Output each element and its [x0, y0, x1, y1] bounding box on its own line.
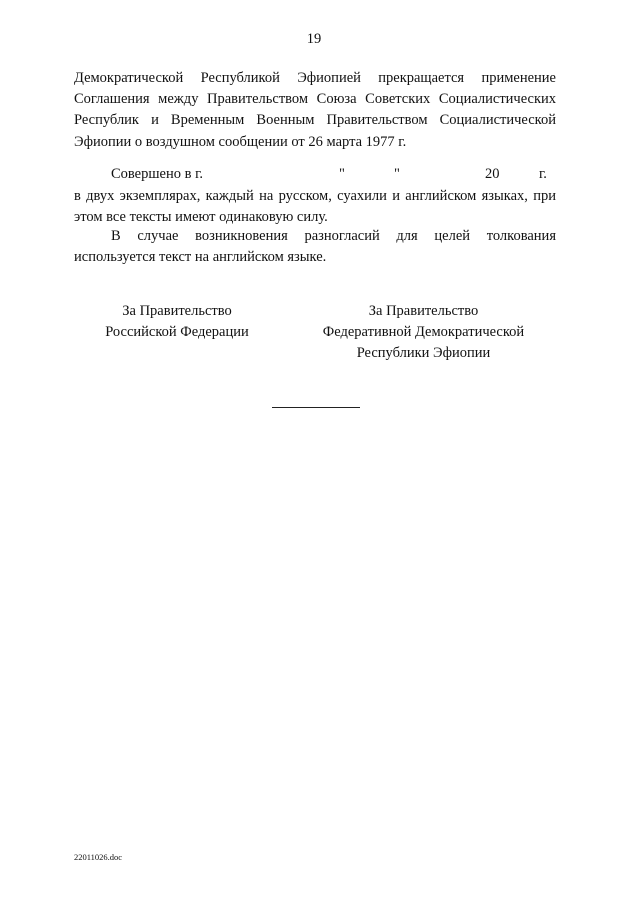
paragraph-line: Республик и Временным Военным Правительством Социалистической [74, 112, 556, 129]
signatory-line: Федеративной Демократической [322, 324, 525, 340]
year-suffix: г. [539, 166, 547, 182]
signatory-line: За Правительство [368, 303, 479, 319]
dispute-paragraph [74, 226, 556, 268]
done-at-line [74, 164, 556, 185]
paragraph-line: используется текст на английском языке. [74, 249, 327, 266]
signatory-line: Республики Эфиопии [356, 345, 491, 361]
separator-rule [272, 407, 360, 408]
year-prefix: 20 [485, 166, 500, 182]
footer-file-code: 22011026.doc [74, 852, 123, 862]
paragraph-line: Соглашения между Правительством Союза Советских Социалистических [74, 91, 556, 108]
signatory-line: Российской Федерации [105, 324, 249, 340]
signatory-russia [96, 301, 258, 343]
date-quote-open: " [339, 166, 345, 182]
done-at-prefix: Совершено в г. [111, 166, 204, 182]
signatory-ethiopia [316, 301, 531, 364]
paragraph-line: В случае возникновения разногласий для целей толкования [111, 228, 556, 244]
paragraph-line: этом все тексты имеют одинаковую силу. [74, 209, 328, 226]
paragraph-line: Эфиопии о воздушном сообщении от 26 марта 1977 г. [74, 133, 407, 150]
page-number: 19 [306, 31, 322, 47]
signatory-line: За Правительство [122, 303, 232, 319]
copies-paragraph [74, 186, 556, 228]
paragraph-line: Демократической Республикой Эфиопией прекращается применение [74, 70, 556, 86]
paragraph-line: в двух экземплярах, каждый на русском, суахили и английском языках, при [74, 188, 556, 204]
continuation-paragraph [74, 68, 556, 154]
date-quote-close: " [394, 166, 400, 182]
